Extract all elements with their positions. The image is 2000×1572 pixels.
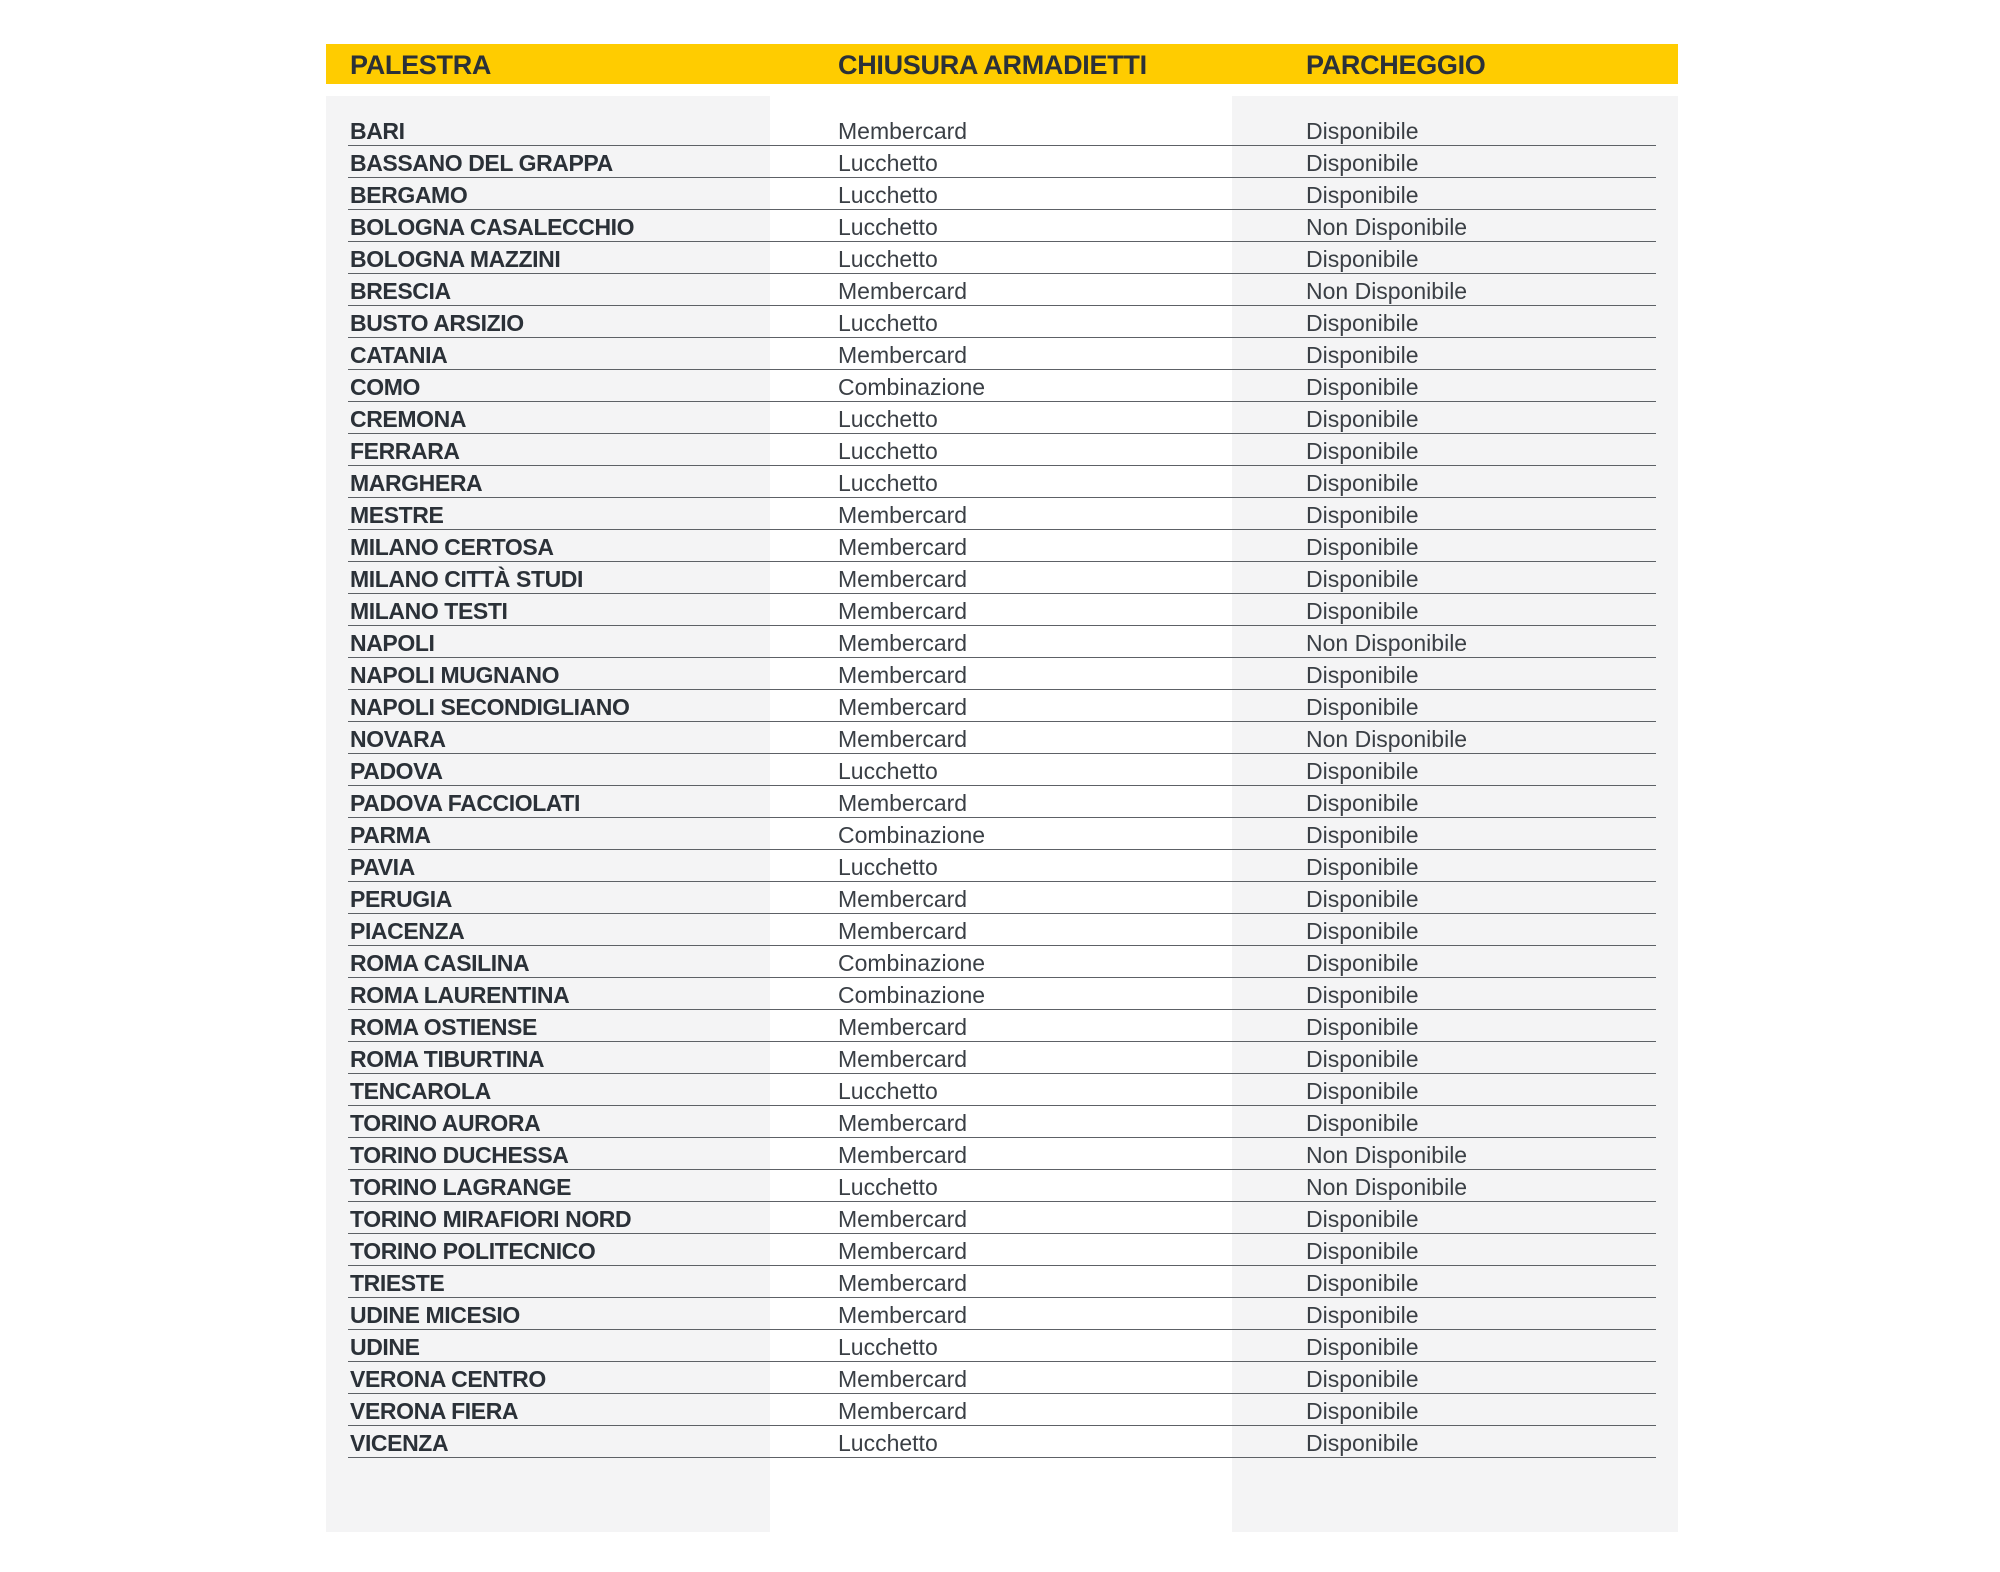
parking-cell: Disponibile (1306, 662, 1419, 688)
gym-name-cell: UDINE MICESIO (350, 1302, 520, 1328)
parking-cell: Disponibile (1306, 1302, 1419, 1328)
table-row (326, 370, 1678, 402)
gym-name-cell: VERONA CENTRO (350, 1366, 546, 1392)
gym-name-cell: PADOVA FACCIOLATI (350, 790, 581, 816)
locker-lock-cell: Membercard (838, 1142, 968, 1168)
table-row (326, 626, 1678, 658)
parking-cell: Disponibile (1306, 1046, 1419, 1072)
parking-cell: Disponibile (1306, 118, 1419, 144)
table-row (326, 1202, 1678, 1234)
parking-cell: Disponibile (1306, 790, 1419, 816)
table-rows (326, 114, 1678, 1458)
locker-lock-cell: Lucchetto (838, 1174, 938, 1200)
locker-lock-cell: Membercard (838, 694, 968, 720)
gym-name-cell: ROMA TIBURTINA (350, 1046, 545, 1072)
table-row (326, 946, 1678, 978)
parking-cell: Disponibile (1306, 982, 1419, 1008)
gym-name-cell: CATANIA (350, 342, 448, 368)
locker-lock-cell: Membercard (838, 1366, 968, 1392)
table-row (326, 466, 1678, 498)
gym-name-cell: ROMA CASILINA (350, 950, 530, 976)
gym-name-cell: NAPOLI SECONDIGLIANO (350, 694, 630, 720)
locker-lock-cell: Membercard (838, 342, 968, 368)
gym-name-cell: TORINO MIRAFIORI NORD (350, 1206, 632, 1232)
parking-cell: Non Disponibile (1306, 1174, 1468, 1200)
table-row (326, 498, 1678, 530)
gym-name-cell: BUSTO ARSIZIO (350, 310, 524, 336)
parking-cell: Disponibile (1306, 150, 1419, 176)
gym-name-cell: BERGAMO (350, 182, 468, 208)
gym-name-cell: MARGHERA (350, 470, 483, 496)
table-row (326, 402, 1678, 434)
table-row (326, 178, 1678, 210)
gym-name-cell: NAPOLI MUGNANO (350, 662, 560, 688)
locker-lock-cell: Combinazione (838, 374, 986, 400)
gym-name-cell: BOLOGNA CASALECCHIO (350, 214, 635, 240)
parking-cell: Disponibile (1306, 374, 1419, 400)
gym-name-cell: NOVARA (350, 726, 446, 752)
gym-name-cell: BRESCIA (350, 278, 451, 304)
locker-lock-cell: Membercard (838, 662, 968, 688)
gym-name-cell: TORINO LAGRANGE (350, 1174, 572, 1200)
locker-lock-cell: Lucchetto (838, 150, 938, 176)
locker-lock-cell: Lucchetto (838, 438, 938, 464)
parking-cell: Disponibile (1306, 1206, 1419, 1232)
parking-cell: Disponibile (1306, 1014, 1419, 1040)
table-row (326, 1362, 1678, 1394)
parking-cell: Disponibile (1306, 342, 1419, 368)
parking-cell: Disponibile (1306, 246, 1419, 272)
table-row (326, 1234, 1678, 1266)
gym-name-cell: COMO (350, 374, 420, 400)
gym-name-cell: TENCAROLA (350, 1078, 491, 1104)
table-row (326, 1010, 1678, 1042)
gym-name-cell: PARMA (350, 822, 431, 848)
locker-lock-cell: Membercard (838, 502, 968, 528)
gym-name-cell: PADOVA (350, 758, 443, 784)
table-row (326, 978, 1678, 1010)
gym-name-cell: TRIESTE (350, 1270, 445, 1296)
header-gym: PALESTRA (350, 50, 492, 80)
table-row (326, 914, 1678, 946)
gym-name-cell: UDINE (350, 1334, 420, 1360)
locker-lock-cell: Combinazione (838, 982, 986, 1008)
locker-lock-cell: Lucchetto (838, 470, 938, 496)
locker-lock-cell: Membercard (838, 598, 968, 624)
parking-cell: Disponibile (1306, 1366, 1419, 1392)
parking-cell: Disponibile (1306, 1238, 1419, 1264)
parking-cell: Disponibile (1306, 950, 1419, 976)
locker-lock-cell: Membercard (838, 726, 968, 752)
locker-lock-cell: Membercard (838, 1206, 968, 1232)
parking-cell: Disponibile (1306, 1078, 1419, 1104)
table-row (326, 434, 1678, 466)
gym-name-cell: PERUGIA (350, 886, 452, 912)
parking-cell: Disponibile (1306, 1270, 1419, 1296)
locker-lock-cell: Membercard (838, 1238, 968, 1264)
gym-name-cell: TORINO POLITECNICO (350, 1238, 596, 1264)
gym-name-cell: MILANO CERTOSA (350, 534, 554, 560)
parking-cell: Disponibile (1306, 1110, 1419, 1136)
table-row (326, 1074, 1678, 1106)
locker-lock-cell: Lucchetto (838, 214, 938, 240)
locker-lock-cell: Lucchetto (838, 1334, 938, 1360)
locker-lock-cell: Membercard (838, 566, 968, 592)
parking-cell: Non Disponibile (1306, 278, 1468, 304)
gym-name-cell: TORINO AURORA (350, 1110, 541, 1136)
locker-lock-cell: Membercard (838, 118, 968, 144)
locker-lock-cell: Membercard (838, 790, 968, 816)
parking-cell: Disponibile (1306, 918, 1419, 944)
locker-lock-cell: Combinazione (838, 950, 986, 976)
parking-cell: Disponibile (1306, 694, 1419, 720)
table-row (326, 1106, 1678, 1138)
parking-cell: Disponibile (1306, 310, 1419, 336)
parking-cell: Disponibile (1306, 758, 1419, 784)
parking-cell: Disponibile (1306, 1334, 1419, 1360)
gym-name-cell: PAVIA (350, 854, 415, 880)
parking-cell: Disponibile (1306, 534, 1419, 560)
gym-name-cell: ROMA LAURENTINA (350, 982, 570, 1008)
parking-cell: Disponibile (1306, 1398, 1419, 1424)
parking-cell: Non Disponibile (1306, 1142, 1468, 1168)
table-row (326, 1138, 1678, 1170)
table-row (326, 114, 1678, 146)
locker-lock-cell: Lucchetto (838, 182, 938, 208)
table-row (326, 530, 1678, 562)
gym-name-cell: TORINO DUCHESSA (350, 1142, 569, 1168)
gym-table (326, 44, 1678, 1532)
locker-lock-cell: Membercard (838, 1110, 968, 1136)
table-row (326, 1170, 1678, 1202)
locker-lock-cell: Lucchetto (838, 1430, 938, 1456)
locker-lock-cell: Lucchetto (838, 246, 938, 272)
table-row (326, 274, 1678, 306)
table-body (326, 96, 1678, 1532)
table-row (326, 658, 1678, 690)
table-row (326, 1426, 1678, 1458)
locker-lock-cell: Membercard (838, 1014, 968, 1040)
table-row (326, 562, 1678, 594)
gym-name-cell: VICENZA (350, 1430, 449, 1456)
parking-cell: Disponibile (1306, 470, 1419, 496)
table-row (326, 1042, 1678, 1074)
gym-name-cell: MILANO CITTÀ STUDI (350, 566, 583, 592)
locker-lock-cell: Membercard (838, 1270, 968, 1296)
parking-cell: Disponibile (1306, 566, 1419, 592)
parking-cell: Non Disponibile (1306, 214, 1468, 240)
table-header (326, 44, 1678, 84)
table-row (326, 754, 1678, 786)
gym-name-cell: CREMONA (350, 406, 467, 432)
gym-name-cell: ROMA OSTIENSE (350, 1014, 537, 1040)
parking-cell: Non Disponibile (1306, 726, 1468, 752)
locker-lock-cell: Lucchetto (838, 758, 938, 784)
header-parking: PARCHEGGIO (1306, 50, 1486, 80)
parking-cell: Non Disponibile (1306, 630, 1468, 656)
table-row (326, 242, 1678, 274)
parking-cell: Disponibile (1306, 822, 1419, 848)
locker-lock-cell: Membercard (838, 886, 968, 912)
parking-cell: Disponibile (1306, 182, 1419, 208)
table-row (326, 210, 1678, 242)
gym-name-cell: MESTRE (350, 502, 444, 528)
gym-name-cell: BARI (350, 118, 405, 144)
locker-lock-cell: Membercard (838, 918, 968, 944)
table-row (326, 306, 1678, 338)
locker-lock-cell: Membercard (838, 1046, 968, 1072)
table-row (326, 1298, 1678, 1330)
table-row (326, 338, 1678, 370)
locker-lock-cell: Lucchetto (838, 310, 938, 336)
locker-lock-cell: Membercard (838, 630, 968, 656)
locker-lock-cell: Lucchetto (838, 406, 938, 432)
locker-lock-cell: Lucchetto (838, 854, 938, 880)
parking-cell: Disponibile (1306, 438, 1419, 464)
parking-cell: Disponibile (1306, 854, 1419, 880)
table-row (326, 594, 1678, 626)
gym-name-cell: BOLOGNA MAZZINI (350, 246, 561, 272)
locker-lock-cell: Combinazione (838, 822, 986, 848)
locker-lock-cell: Membercard (838, 1302, 968, 1328)
parking-cell: Disponibile (1306, 886, 1419, 912)
gym-name-cell: FERRARA (350, 438, 460, 464)
table-row (326, 690, 1678, 722)
parking-cell: Disponibile (1306, 598, 1419, 624)
gym-name-cell: NAPOLI (350, 630, 435, 656)
table-row (326, 1394, 1678, 1426)
table-row (326, 850, 1678, 882)
table-row (326, 1330, 1678, 1362)
parking-cell: Disponibile (1306, 1430, 1419, 1456)
gym-name-cell: BASSANO DEL GRAPPA (350, 150, 613, 176)
locker-lock-cell: Membercard (838, 278, 968, 304)
table-row (326, 882, 1678, 914)
parking-cell: Disponibile (1306, 502, 1419, 528)
table-row (326, 786, 1678, 818)
table-row (326, 722, 1678, 754)
parking-cell: Disponibile (1306, 406, 1419, 432)
table-row (326, 818, 1678, 850)
gym-name-cell: VERONA FIERA (350, 1398, 519, 1424)
locker-lock-cell: Lucchetto (838, 1078, 938, 1104)
table-row (326, 1266, 1678, 1298)
gym-name-cell: MILANO TESTI (350, 598, 508, 624)
locker-lock-cell: Membercard (838, 534, 968, 560)
table-row (326, 146, 1678, 178)
locker-lock-cell: Membercard (838, 1398, 968, 1424)
header-locker-lock: CHIUSURA ARMADIETTI (838, 50, 1147, 80)
gym-name-cell: PIACENZA (350, 918, 465, 944)
